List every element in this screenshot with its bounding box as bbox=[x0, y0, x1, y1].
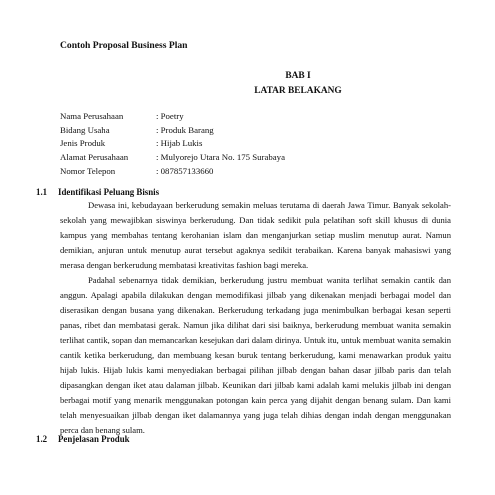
info-value: : Mulyorejo Utara No. 175 Surabaya bbox=[156, 152, 285, 163]
paragraph-text: Dewasa ini, kebudayaan berkerudung semakin meluas terutama di daerah Jawa Timur. Banyak sekolah-sekolah yang mewajibkan siswinya berkerudung. Dan tidak sedikit pula pelatihan soft skill khusus di dunia kampus yang membahas tentang kerohanian islam dan menganjurkan setiap muslim menutup aurat. Namun demikian, anjuran untuk menutup aurat tersebut agaknya sedikit terabaikan. Karena banyak mahasiswi yang merasa dengan berkerudung membatasi kreativitas fashion bagi mereka. bbox=[60, 200, 451, 271]
section-number: 1.1 bbox=[36, 187, 48, 197]
info-label: Nomor Telepon bbox=[60, 165, 116, 176]
body-paragraph-1 bbox=[60, 198, 451, 273]
company-info-row bbox=[60, 165, 420, 179]
document-title: Contoh Proposal Business Plan bbox=[60, 40, 188, 51]
company-info-row bbox=[60, 110, 420, 124]
info-value: : Poetry bbox=[156, 111, 184, 121]
chapter-number: BAB I bbox=[285, 71, 311, 81]
section-number: 1.2 bbox=[36, 434, 48, 444]
info-label: Alamat Perusahaan bbox=[60, 152, 129, 163]
company-info-list bbox=[60, 110, 420, 178]
section-title: Identifikasi Peluang Bisnis bbox=[58, 187, 160, 197]
info-value: : Hijab Lukis bbox=[156, 138, 203, 149]
paragraph-text: Padahal sebenarnya tidak demikian, berkerudung justru membuat wanita terlihat semakin cantik dan anggun. Apalagi apabila dilakukan dengan memodifikasi jilbab yang dikenakan menjadi berbagai model dan diserasikan dengan busana yang dikenakan. Berkerudung terkadang juga menimbulkan berbagai kesan seperti panas, ribet dan membatasi gerak. Namun jika dilihat dari sisi baiknya, berkerudung membuat wanita semakin terlihat cantik, sopan dan memancarkan kesejukan dari dalam dirinya. Untuk itu, untuk membuat wanita semakin cantik ketika berkerudung, dan membuang kesan buruk tentang berkerudung, kami menawarkan produk yaitu hijab lukis. Hijab lukis kami menyediakan berbagai pilihan jilbab dengan bahan dasar jilbab paris dan telah dipasangkan dengan iket atau dalaman jilbab. Keunikan dari jilbab kami adalah kami melukis jilbab ini dengan berbagai motif yang menarik menggunakan potongan kain perca yang dijahit dengan benang sulam. Dan kami telah menyesuaikan jilbab dengan iket dalamannya yang juga telah dihias dengan indah dengan menggunakan perca dan benang sulam. bbox=[60, 275, 451, 436]
chapter-title: LATAR BELAKANG bbox=[254, 86, 342, 96]
info-label: Bidang Usaha bbox=[60, 124, 110, 135]
info-label: Nama Perusahaan bbox=[60, 111, 124, 121]
company-info-row bbox=[60, 124, 420, 138]
company-info-row bbox=[60, 137, 420, 151]
info-label: Jenis Produk bbox=[60, 138, 106, 149]
section-title: Penjelasan Produk bbox=[58, 434, 130, 444]
company-info-row bbox=[60, 151, 420, 165]
body-paragraph-2 bbox=[60, 273, 451, 439]
info-value: : 087857133660 bbox=[156, 165, 214, 176]
info-value: : Produk Barang bbox=[156, 124, 214, 135]
